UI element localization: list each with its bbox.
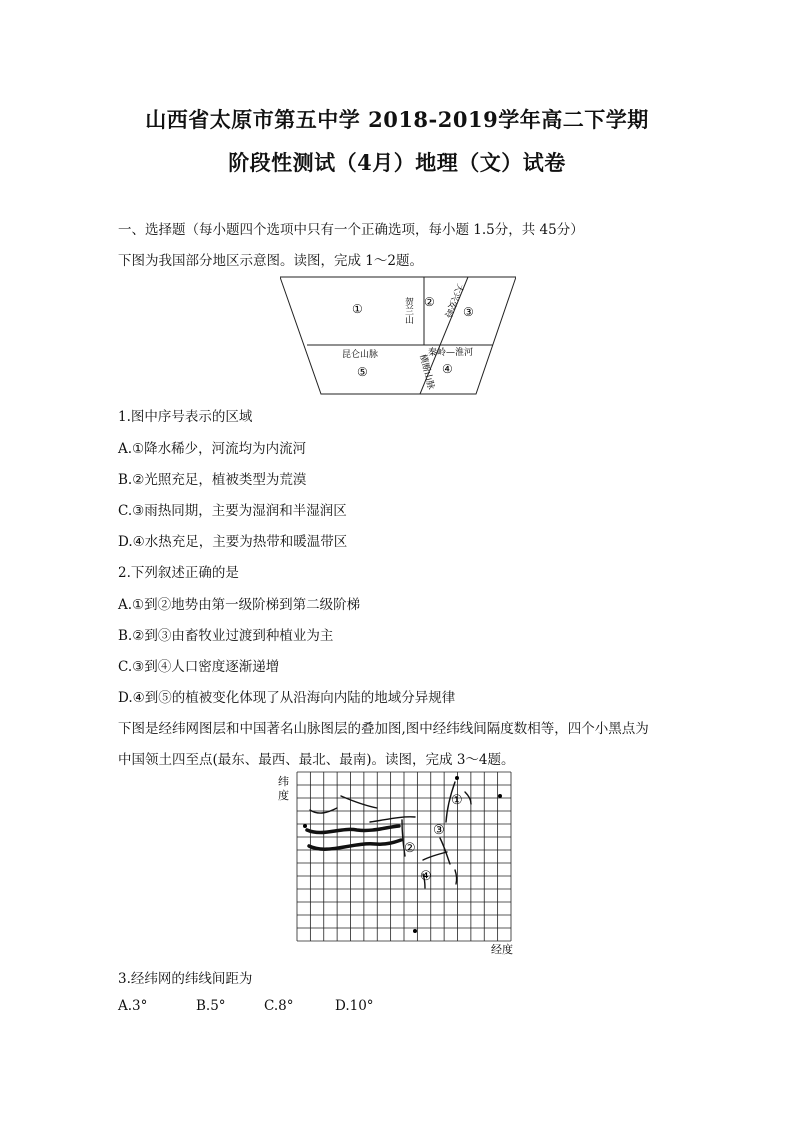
exam-title-line1: 山西省太原市第五中学 2018-2019学年高二下学期 bbox=[145, 107, 649, 132]
intro-text-1: 下图为我国部分地区示意图。读图，完成 1～2题。 bbox=[118, 253, 423, 269]
intro-text-2-line2: 中国领土四至点(最东、最西、最北、最南)。读图，完成 3～4题。 bbox=[118, 752, 515, 768]
mountain-range-qinling bbox=[423, 852, 447, 860]
extreme-points bbox=[303, 776, 502, 933]
q2-option-b: B.②到③由畜牧业过渡到种植业为主 bbox=[118, 628, 334, 644]
mountain-range-segment bbox=[440, 838, 450, 864]
diagram-outline bbox=[280, 277, 516, 394]
marker-2: ② bbox=[404, 841, 416, 856]
graticule-grid bbox=[297, 772, 511, 941]
southernmost-point bbox=[413, 929, 417, 933]
q3-stem: 3.经纬网的纬线间距为 bbox=[118, 971, 253, 987]
mountain-range-tianshan bbox=[307, 826, 399, 833]
helan-label: 贺兰山 bbox=[403, 297, 413, 324]
marker-3: ③ bbox=[433, 823, 445, 838]
region-4-label: ④ bbox=[442, 362, 453, 376]
y-axis-label-1: 纬 bbox=[278, 775, 289, 788]
q2-option-d: D.④到⑤的植被变化体现了从沿海向内陆的地域分异规律 bbox=[118, 690, 456, 706]
intro-text-2-line1: 下图是经纬网图层和中国著名山脉图层的叠加图,图中经纬线间隔度数相等，四个小黑点为 bbox=[118, 721, 649, 737]
q3-option-a: A.3° bbox=[118, 998, 148, 1014]
q3-option-b: B.5° bbox=[196, 998, 226, 1014]
q1-option-a: A.①降水稀少，河流均为内流河 bbox=[118, 441, 307, 457]
q1-option-c: C.③雨热同期，主要为湿润和半湿润区 bbox=[118, 503, 347, 519]
region-2-label: ② bbox=[424, 295, 435, 309]
q3-option-d: D.10° bbox=[335, 998, 374, 1014]
region-diagram bbox=[280, 273, 516, 396]
region-1-label: ① bbox=[352, 302, 363, 316]
easternmost-point bbox=[498, 794, 502, 798]
q3-option-c: C.8° bbox=[264, 998, 294, 1014]
kunlun-label: 昆仑山脉 bbox=[342, 350, 379, 360]
q2-option-a: A.①到②地势由第一级阶梯到第二级阶梯 bbox=[118, 597, 361, 613]
mountain-range-segment bbox=[370, 817, 415, 822]
section-header: 一、选择题（每小题四个选项中只有一个正确选项，每小题 1.5分，共 45分） bbox=[118, 222, 584, 238]
q1-option-b: B.②光照充足，植被类型为荒漠 bbox=[118, 472, 307, 488]
region-3-label: ③ bbox=[463, 305, 474, 319]
marker-1: ① bbox=[451, 793, 463, 808]
y-axis-label-2: 度 bbox=[278, 789, 289, 802]
exam-title-line2: 阶段性测试（4月）地理（文）试卷 bbox=[228, 150, 566, 175]
westernmost-point bbox=[303, 824, 307, 828]
marker-4: ④ bbox=[420, 869, 432, 884]
x-axis-label: 经度 bbox=[491, 943, 513, 956]
mountain-range-kunlun bbox=[309, 840, 401, 849]
mountain-range-segment bbox=[455, 870, 457, 884]
q2-option-c: C.③到④人口密度逐渐递增 bbox=[118, 659, 280, 675]
q1-stem: 1.图中序号表示的区域 bbox=[118, 409, 253, 425]
q1-option-d: D.④水热充足，主要为热带和暖温带区 bbox=[118, 534, 348, 550]
graticule-map bbox=[275, 770, 523, 960]
hengduan-label: 横断山脉 bbox=[417, 353, 436, 391]
northernmost-point bbox=[455, 776, 459, 780]
q2-stem: 2.下列叙述正确的是 bbox=[118, 565, 239, 581]
region-5-label: ⑤ bbox=[357, 365, 368, 379]
daxinganling-label: 大兴安岭 bbox=[441, 281, 465, 320]
qinling-label: 秦岭—淮河 bbox=[428, 348, 474, 358]
